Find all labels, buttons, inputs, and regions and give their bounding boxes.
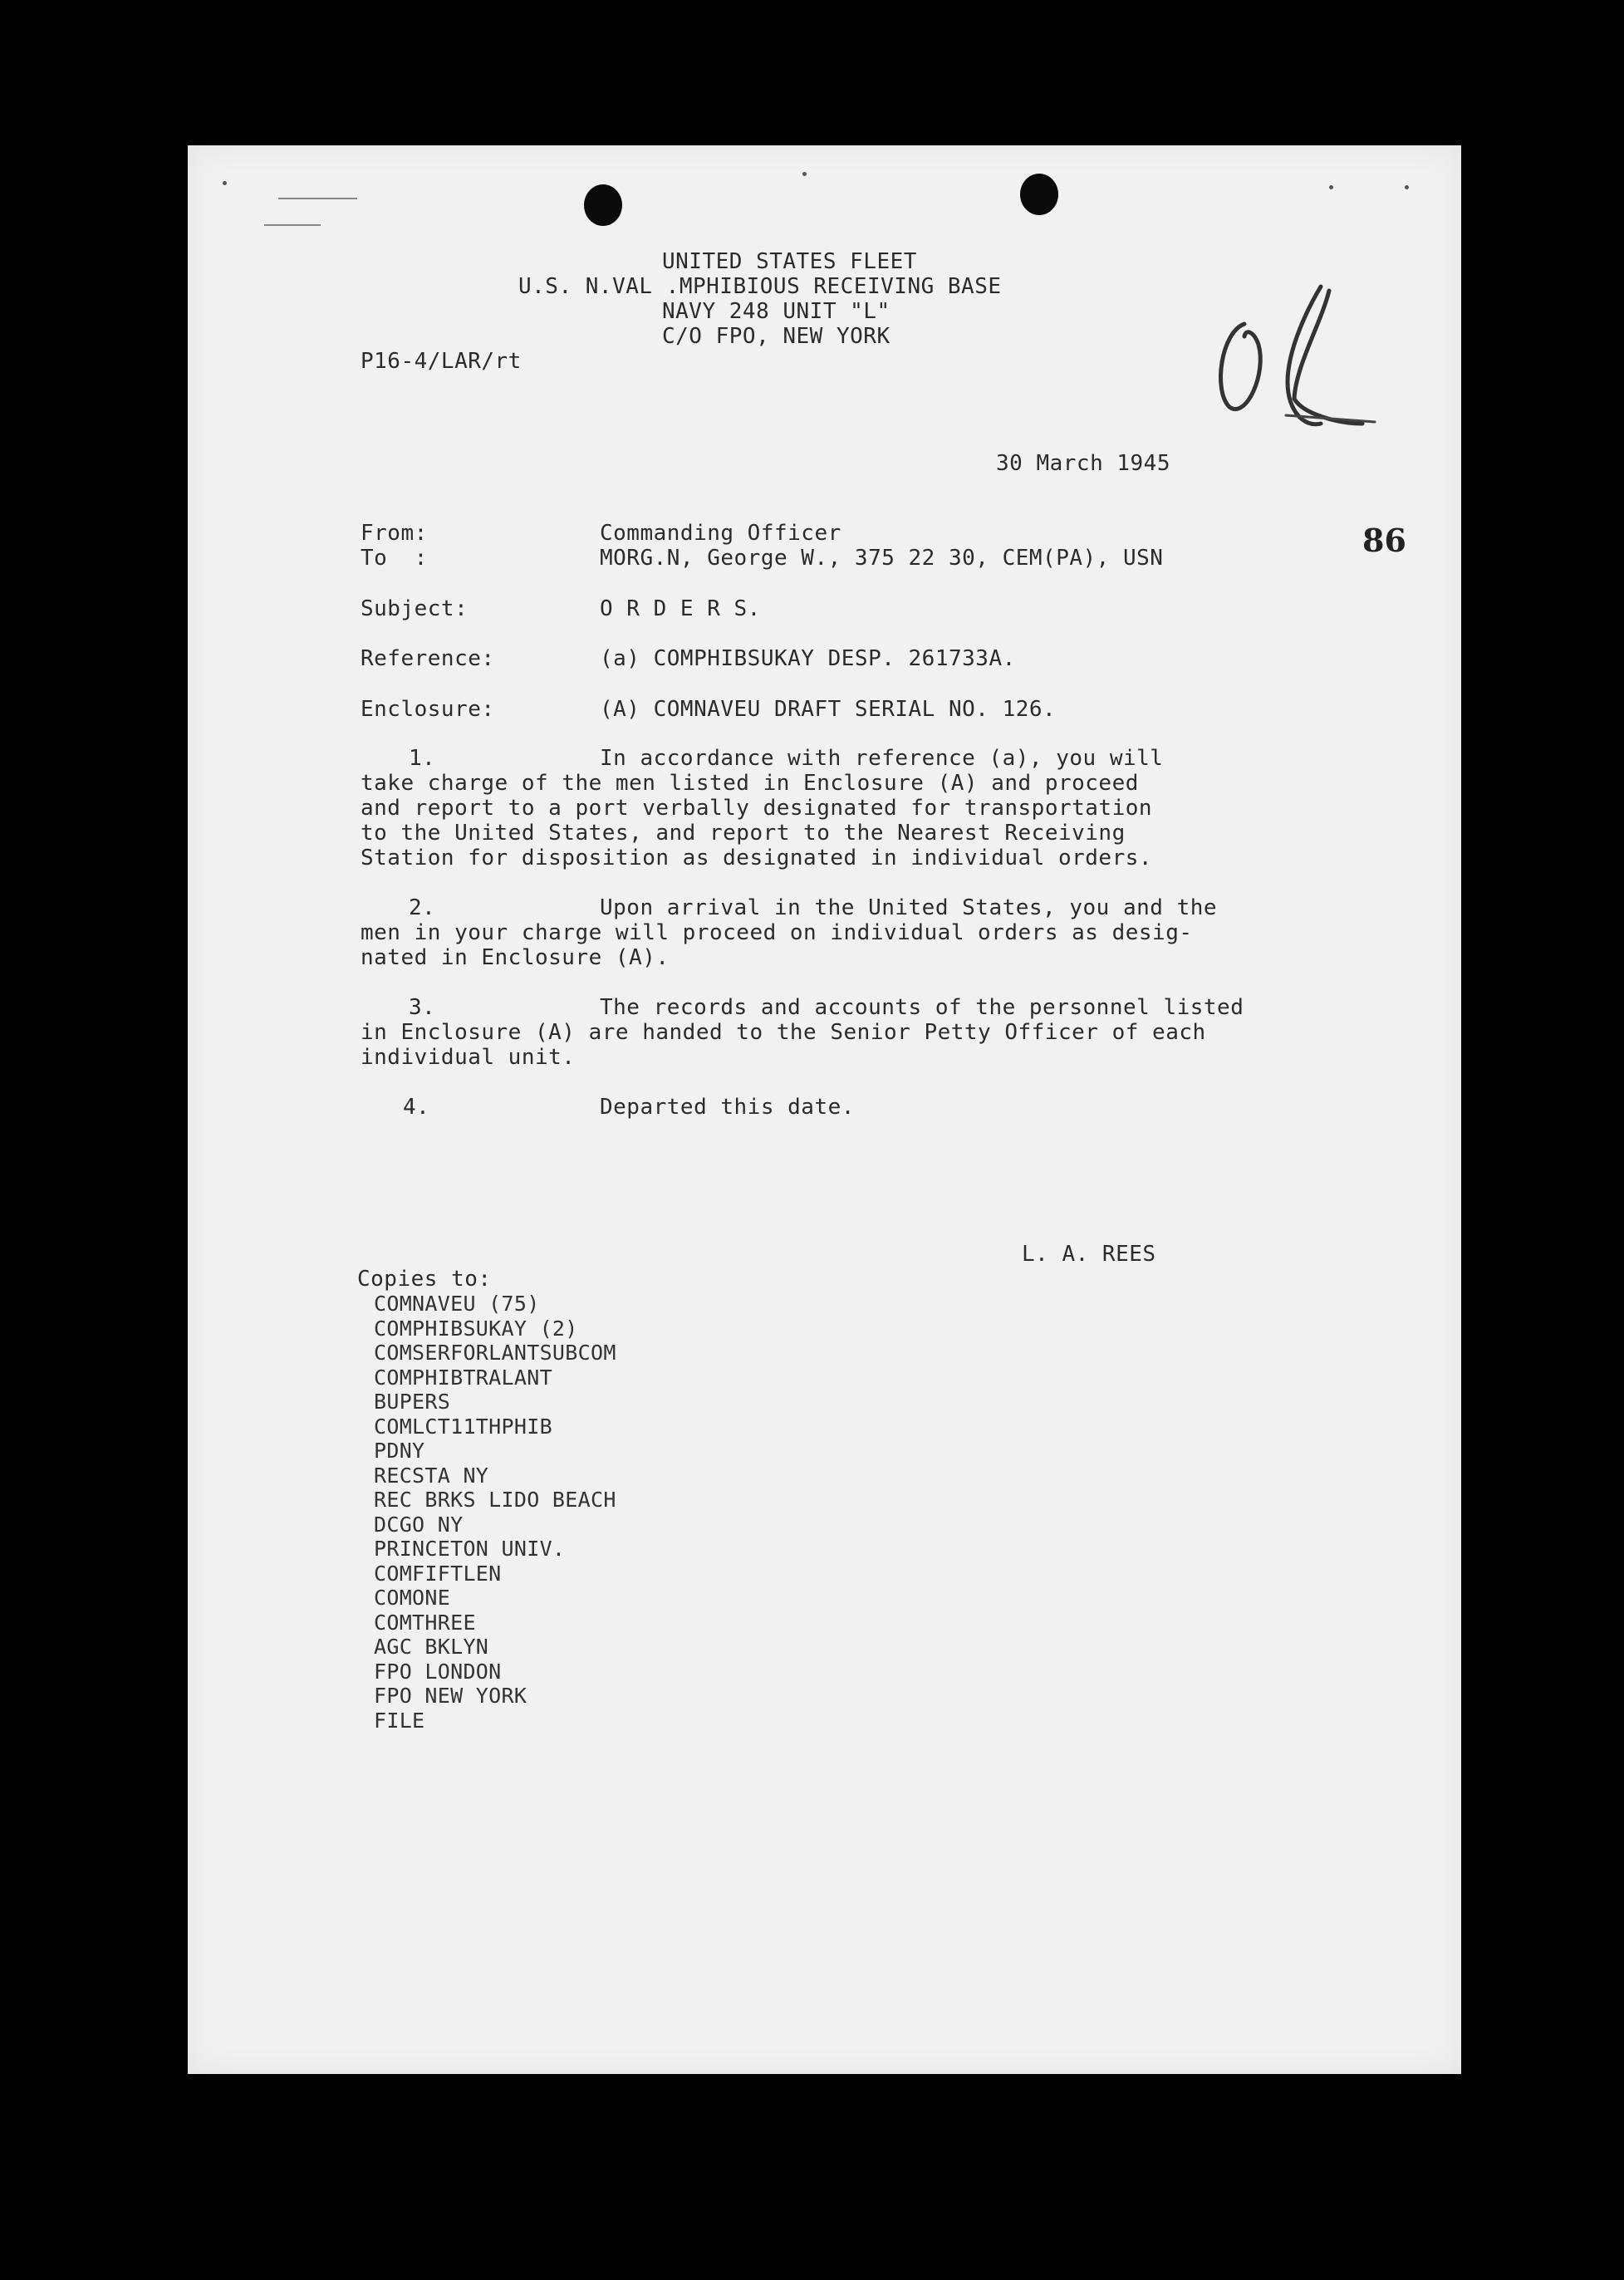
list-item: FPO NEW YORK bbox=[374, 1684, 527, 1708]
subject-value: O R D E R S. bbox=[600, 596, 761, 621]
list-item: FPO LONDON bbox=[374, 1659, 502, 1684]
handwritten-initials bbox=[1196, 274, 1379, 440]
list-item: BUPERS bbox=[374, 1390, 451, 1414]
paragraph-number: 1. bbox=[409, 746, 436, 771]
letter-date: 30 March 1945 bbox=[996, 451, 1170, 476]
punch-hole-right bbox=[1020, 174, 1058, 215]
to-value: MORG.N, George W., 375 22 30, CEM(PA), USN bbox=[600, 546, 1164, 571]
speck bbox=[223, 181, 227, 185]
paragraph-number: 2. bbox=[409, 895, 436, 920]
letterhead-line-2: U.S. N.VAL .MPHIBIOUS RECEIVING BASE bbox=[518, 274, 1002, 299]
from-label: From: bbox=[361, 521, 428, 546]
paragraph-first-line: Upon arrival in the United States, you and the bbox=[600, 895, 1218, 920]
list-item: AGC BKLYN bbox=[374, 1635, 489, 1659]
reference-label: Reference: bbox=[361, 646, 495, 671]
speck bbox=[802, 172, 807, 176]
paragraph-number: 3. bbox=[409, 995, 436, 1020]
signature: L. A. REES bbox=[1022, 1242, 1156, 1267]
subject-label: Subject: bbox=[361, 596, 469, 621]
punch-hole-left bbox=[584, 184, 622, 226]
reference-value: (a) COMPHIBSUKAY DESP. 261733A. bbox=[600, 646, 1016, 671]
list-item: FILE bbox=[374, 1708, 425, 1733]
paragraph-first-line: Departed this date. bbox=[600, 1095, 855, 1120]
speck bbox=[1405, 185, 1409, 189]
copies-list bbox=[374, 1292, 616, 1733]
letterhead-line-1: UNITED STATES FLEET bbox=[662, 249, 917, 274]
letterhead-line-4: C/O FPO, NEW YORK bbox=[662, 324, 891, 349]
enclosure-label: Enclosure: bbox=[361, 697, 495, 722]
list-item: COMNAVEU (75) bbox=[374, 1292, 540, 1316]
list-item: COMPHIBSUKAY (2) bbox=[374, 1316, 578, 1341]
to-label: To : bbox=[361, 546, 428, 571]
list-item: RECSTA NY bbox=[374, 1463, 489, 1488]
pencil-mark bbox=[278, 198, 357, 199]
list-item: COMPHIBTRALANT bbox=[374, 1365, 552, 1390]
paragraph-first-line: In accordance with reference (a), you will bbox=[600, 746, 1164, 771]
paragraph-number: 4. bbox=[403, 1095, 430, 1120]
page-number: 86 bbox=[1362, 522, 1406, 559]
list-item: COMFIFTLEN bbox=[374, 1561, 502, 1586]
paragraph-body: take charge of the men listed in Enclosure (A) and proceed and report to a port verbally designated for transportation to the United States, and report to the Nearest Receiving Station for disposition as designated in individual orders. bbox=[361, 771, 1153, 870]
file-reference: P16-4/LAR/rt bbox=[361, 349, 522, 374]
list-item: REC BRKS LIDO BEACH bbox=[374, 1488, 616, 1512]
list-item: COMLCT11THPHIB bbox=[374, 1414, 552, 1439]
paragraph-body: men in your charge will proceed on individual orders as desig- nated in Enclosure (A). bbox=[361, 920, 1193, 970]
enclosure-value: (A) COMNAVEU DRAFT SERIAL NO. 126. bbox=[600, 697, 1057, 722]
list-item: PRINCETON UNIV. bbox=[374, 1537, 566, 1561]
list-item: COMSERFORLANTSUBCOM bbox=[374, 1341, 616, 1365]
list-item: DCGO NY bbox=[374, 1512, 464, 1537]
copies-label: Copies to: bbox=[357, 1267, 492, 1292]
list-item: PDNY bbox=[374, 1439, 425, 1463]
from-value: Commanding Officer bbox=[600, 521, 841, 546]
paragraph-body: in Enclosure (A) are handed to the Senior Petty Officer of each individual unit. bbox=[361, 1020, 1206, 1070]
pencil-mark bbox=[264, 224, 321, 226]
paragraph-first-line: The records and accounts of the personnel listed bbox=[600, 995, 1244, 1020]
speck bbox=[1329, 185, 1333, 189]
list-item: COMTHREE bbox=[374, 1610, 476, 1635]
list-item: COMONE bbox=[374, 1586, 451, 1610]
letterhead-line-3: NAVY 248 UNIT "L" bbox=[662, 299, 891, 324]
